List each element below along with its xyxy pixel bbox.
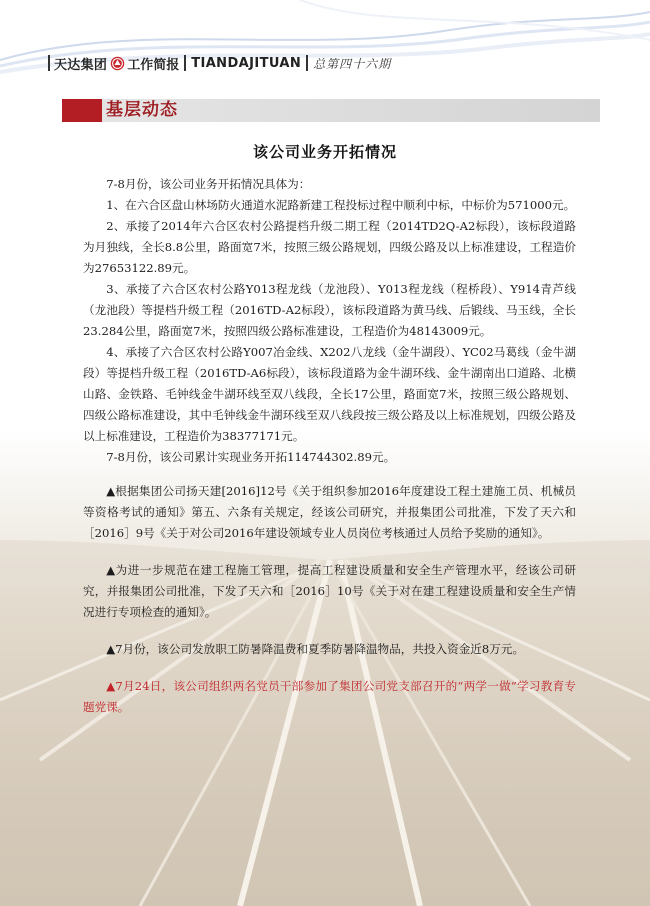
article-body xyxy=(83,174,576,718)
header-divider xyxy=(306,55,308,71)
header-divider xyxy=(184,55,186,71)
news-item: ▲根据集团公司扬天建[2016]12号《关于组织参加2016年度建设工程土建施工员、机械员等资格考试的通知》第五、六条有关规定，经该公司研究，并报集团公司批准，下发了天六和［2016］9号《关于对公司2016年建设领域专业人员岗位考核通过人员给予奖励的通知》。 xyxy=(83,484,576,540)
article-intro: 7-8月份，该公司业务开拓情况具体为： xyxy=(106,177,311,191)
article-summary: 7-8月份，该公司累计实现业务开拓114744302.89元。 xyxy=(106,450,396,464)
section-title: 基层动态 xyxy=(106,100,178,120)
news-item: ▲7月份，该公司发放职工防暑降温费和夏季防暑降温物品，共投入资金近8万元。 xyxy=(106,642,525,656)
header-swoosh-decoration xyxy=(0,0,650,90)
article-item: 3、承接了六合区农村公路Y013程龙线（龙池段）、Y013程龙线（程桥段）、Y914青芦线（龙池段）等提档升级工程（2016TD-A2标段），该标段道路为黄马线、后锻线、马玉线，全长23.284公里，路面宽7米，按照四级公路标准建设，工程造价为48143009元。 xyxy=(83,282,576,338)
article-item: 4、承接了六合区农村公路Y007冶金线、X202八龙线（金牛湖段）、YC02马葛线（金牛湖段）等提档升级工程（2016TD-A6标段），该标段道路为金牛湖环线、金牛湖南出口道路、北横山路、金铁路、毛钟线金牛湖环线至双八线段，全长17公里，路面宽7米，按照三级公路规划、四级公路标准建设，其中毛钟线金牛湖环线至双八线段按三级公路及以上标准规划，四级公路及以上标准建设，工程造价为38377171元。 xyxy=(83,345,576,443)
running-header xyxy=(48,52,391,74)
news-item: ▲为进一步规范在建工程施工管理，提高工程建设质量和安全生产管理水平，经该公司研究，并报集团公司批准，下发了天六和［2016］10号《关于对在建工程建设质量和安全生产情况进行专项检查的通知》。 xyxy=(83,563,576,619)
issue-number: 总第四十六期 xyxy=(313,56,392,71)
article-title: 该公司业务开拓情况 xyxy=(252,143,397,161)
company-name: 天达集团 xyxy=(54,57,108,73)
header-divider xyxy=(48,55,50,71)
company-pinyin: TIANDAJITUAN xyxy=(191,55,302,71)
section-banner xyxy=(62,99,600,122)
news-item-highlight: ▲7月24日，该公司组织两名党员干部参加了集团公司党支部召开的“两学一做”学习教育专题党课。 xyxy=(83,679,576,714)
article-item: 2、承接了2014年六合区农村公路提档升级二期工程（2014TD2Q-A2标段），该标段道路为月独线，全长8.8公里，路面宽7米，按照三级公路规划，四级公路及以上标准建设，工程造价为27653122.89元。 xyxy=(83,219,576,275)
tianda-logo-icon xyxy=(110,56,125,71)
article-item: 1、在六合区盘山林场防火通道水泥路新建工程投标过程中顺利中标，中标价为571000元。 xyxy=(106,198,576,212)
publication-name: 工作简报 xyxy=(127,57,180,73)
section-accent-block xyxy=(62,99,102,122)
